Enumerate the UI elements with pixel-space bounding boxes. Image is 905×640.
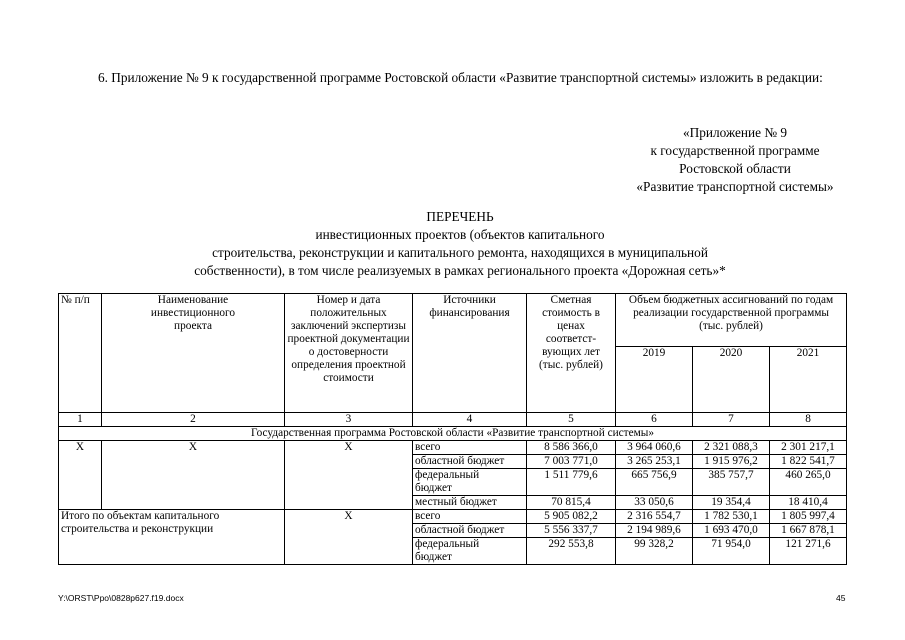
appendix-line: «Приложение № 9 — [683, 125, 787, 140]
source-cell: федеральный бюджет — [413, 469, 527, 496]
header-volume: Объем бюджетных ассигнований по годам реализации государственной программы (тыс. рублей) — [616, 294, 847, 347]
column-number: 7 — [693, 413, 770, 427]
title-heading: ПЕРЕЧЕНЬ — [426, 209, 494, 224]
appendix-header — [600, 124, 870, 196]
title-line: инвестиционных проектов (объектов капитального — [315, 227, 605, 242]
source-cell: всего — [413, 441, 527, 455]
header-year-2020: 2020 — [693, 347, 770, 413]
value-2021-cell: 2 301 217,1 — [770, 441, 847, 455]
column-number: 8 — [770, 413, 847, 427]
title-line: строительства, реконструкции и капитального ремонта, находящихся в муниципальной — [212, 245, 708, 260]
cost-cell: 7 003 771,0 — [527, 455, 616, 469]
block1-num: Х — [59, 441, 102, 510]
cost-cell: 70 815,4 — [527, 496, 616, 510]
block1-expertise: Х — [285, 441, 413, 510]
value-2020-cell: 19 354,4 — [693, 496, 770, 510]
cost-cell: 8 586 366,0 — [527, 441, 616, 455]
value-2019-cell: 665 756,9 — [616, 469, 693, 496]
investment-table — [58, 293, 847, 565]
value-2021-cell: 460 265,0 — [770, 469, 847, 496]
page-number: 45 — [836, 593, 846, 603]
value-2020-cell: 2 321 088,3 — [693, 441, 770, 455]
cost-cell: 1 511 779,6 — [527, 469, 616, 496]
value-2019-cell: 33 050,6 — [616, 496, 693, 510]
cost-cell: 292 553,8 — [527, 538, 616, 565]
block1-name: Х — [102, 441, 285, 510]
document-title — [80, 208, 840, 280]
header-sources: Источники финансирования — [413, 294, 527, 413]
source-cell: областной бюджет — [413, 455, 527, 469]
value-2019-cell: 2 194 989,6 — [616, 524, 693, 538]
header-num: № п/п — [59, 294, 102, 413]
title-line: собственности), в том числе реализуемых в рамках регионального проекта «Дорожная сеть»* — [194, 263, 726, 278]
value-2021-cell: 121 271,6 — [770, 538, 847, 565]
source-cell: федеральный бюджет — [413, 538, 527, 565]
appendix-line: к государственной программе — [650, 143, 820, 158]
appendix-line: Ростовской области — [679, 161, 791, 176]
column-number: 4 — [413, 413, 527, 427]
source-cell: местный бюджет — [413, 496, 527, 510]
source-cell: всего — [413, 510, 527, 524]
value-2021-cell: 1 822 541,7 — [770, 455, 847, 469]
column-number: 2 — [102, 413, 285, 427]
value-2019-cell: 3 265 253,1 — [616, 455, 693, 469]
header-year-2019: 2019 — [616, 347, 693, 413]
value-2019-cell: 2 316 554,7 — [616, 510, 693, 524]
column-number: 3 — [285, 413, 413, 427]
file-path: Y:\ORST\Ppo\0828p627.f19.docx — [58, 593, 184, 603]
value-2020-cell: 385 757,7 — [693, 469, 770, 496]
appendix-line: «Развитие транспортной системы» — [636, 179, 834, 194]
column-number: 5 — [527, 413, 616, 427]
value-2020-cell: 1 693 470,0 — [693, 524, 770, 538]
block2-expertise: Х — [285, 510, 413, 565]
column-number: 1 — [59, 413, 102, 427]
header-year-2021: 2021 — [770, 347, 847, 413]
program-row: Государственная программа Ростовской области «Развитие транспортной системы» — [59, 427, 847, 441]
value-2021-cell: 1 667 878,1 — [770, 524, 847, 538]
value-2021-cell: 18 410,4 — [770, 496, 847, 510]
value-2020-cell: 1 782 530,1 — [693, 510, 770, 524]
block2-name: Итого по объектам капитального строительства и реконструкции — [59, 510, 285, 565]
header-name: Наименование инвестиционного проекта — [102, 294, 285, 413]
value-2020-cell: 1 915 976,2 — [693, 455, 770, 469]
value-2019-cell: 3 964 060,6 — [616, 441, 693, 455]
value-2020-cell: 71 954,0 — [693, 538, 770, 565]
intro-paragraph: 6. Приложение № 9 к государственной программе Ростовской области «Развитие транспортной системы» изложить в редакции: — [98, 70, 823, 85]
value-2021-cell: 1 805 997,4 — [770, 510, 847, 524]
source-cell: областной бюджет — [413, 524, 527, 538]
cost-cell: 5 905 082,2 — [527, 510, 616, 524]
column-number: 6 — [616, 413, 693, 427]
header-cost: Сметная стоимость в ценах соответст-вующих лет (тыс. рублей) — [527, 294, 616, 413]
header-expertise: Номер и дата положительных заключений экспертизы проектной документации о достоверности определения проектной стоимости — [285, 294, 413, 413]
cost-cell: 5 556 337,7 — [527, 524, 616, 538]
value-2019-cell: 99 328,2 — [616, 538, 693, 565]
